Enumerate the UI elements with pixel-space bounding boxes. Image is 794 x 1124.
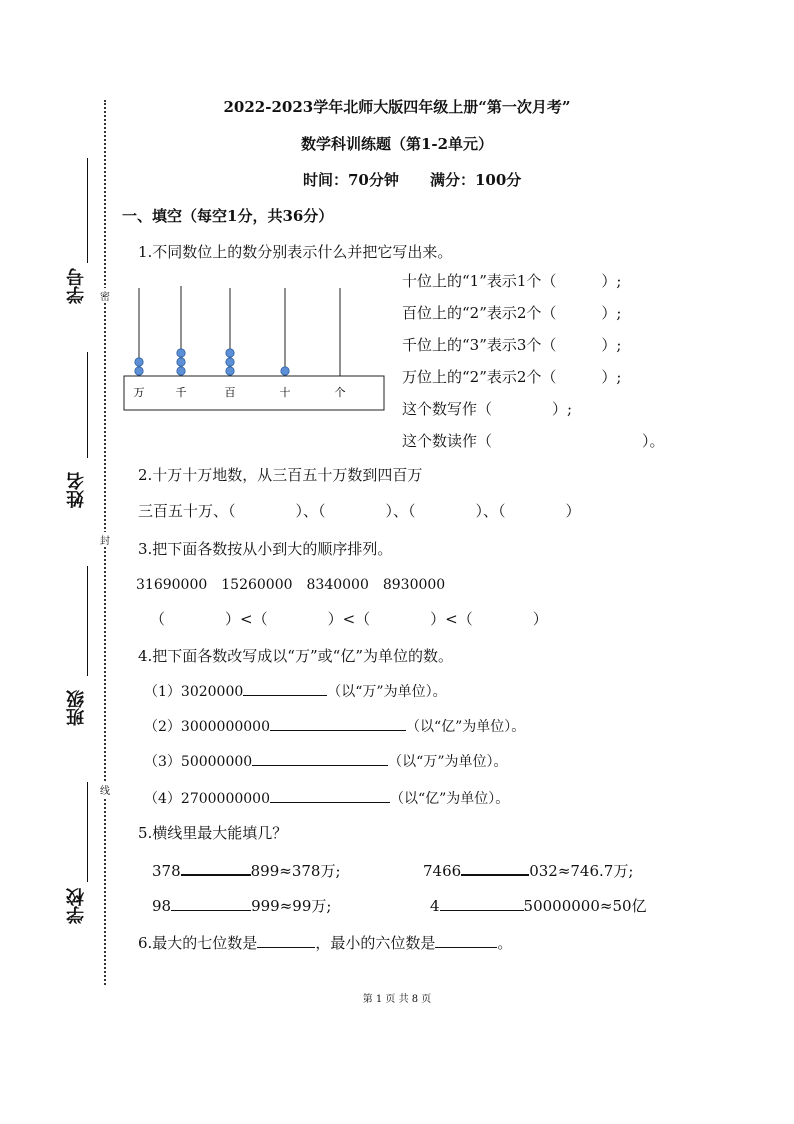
q4-item-1-suffix: （以“万”为单位）。: [327, 684, 447, 700]
q2-answer-line: 三百五十万、（ ）、（ ）、（ ）、（ ）: [138, 502, 581, 520]
q6-text-1: 6.最大的七位数是: [138, 934, 258, 952]
q4-item-2-suffix: （以“亿”为单位）。: [405, 719, 526, 735]
q4-item-3-suffix: （以“万”为单位）。: [388, 754, 508, 770]
school-label: 学校: [66, 888, 87, 924]
q4-item-4-suffix: （以“亿”为单位）。: [389, 791, 510, 807]
seal-char-mi: 密: [100, 288, 110, 303]
q5-item-1: [152, 860, 341, 881]
q6-line: [138, 932, 512, 953]
q5-item-2: [423, 860, 633, 881]
abacus-bead-bai: [226, 349, 234, 357]
abacus-bead-qian: [177, 349, 185, 357]
student-id-line: [87, 158, 88, 263]
q4-item-4: [144, 788, 509, 808]
abacus-bead-bai: [226, 358, 234, 366]
q4-item-2: [144, 716, 525, 736]
q6-blank-2[interactable]: [435, 933, 497, 948]
q5-item-4: [430, 895, 647, 916]
q4-item-3: [144, 751, 508, 771]
q4-item-4-prefix: （4）2700000000: [144, 791, 270, 807]
q4-item-3-prefix: （3）50000000: [144, 754, 253, 770]
q5-item-2-blank[interactable]: [461, 860, 529, 876]
q5-item-1-blank[interactable]: [181, 860, 251, 876]
score-info: 满分：100分: [430, 171, 522, 189]
name-line: [87, 352, 88, 458]
page-number: 第 1 页 共 8 页: [362, 994, 432, 1005]
school-line: [87, 782, 88, 882]
q5-item-3-blank[interactable]: [171, 896, 251, 911]
q4-item-2-prefix: （2）3000000000: [144, 719, 270, 735]
q4-item-1-prefix: （1）3020000: [144, 684, 244, 700]
q3-numbers: 31690000 15260000 8340000 8930000: [136, 577, 446, 593]
abacus-label-shi: 十: [279, 386, 291, 399]
student-id-label: 学号: [66, 268, 87, 304]
abacus-bead-qian: [177, 358, 185, 366]
q5-item-1-a: 378: [152, 862, 181, 880]
q1-line-1: 十位上的“1”表示1个（ ）;: [402, 272, 622, 290]
q3-text: 3.把下面各数按从小到大的顺序排列。: [138, 540, 393, 558]
time-info: 时间：70分钟: [303, 171, 399, 189]
q5-item-3: [152, 895, 331, 916]
abacus-label-ge: 个: [334, 386, 346, 399]
abacus-bead-qian: [177, 367, 185, 375]
section-title: 一、填空（每空1分，共36分）: [122, 207, 334, 225]
q5-item-4-blank[interactable]: [440, 896, 524, 911]
q4-item-4-blank[interactable]: [270, 788, 390, 803]
q2-text: 2.十万十万地数，从三百五十万数到四百万: [138, 466, 423, 484]
class-label: 班级: [66, 690, 87, 726]
q6-text-2: ，最小的六位数是: [315, 934, 436, 952]
q4-item-2-blank[interactable]: [270, 716, 406, 731]
abacus-bead-shi: [281, 367, 289, 375]
q6-text-3: 。: [497, 934, 513, 952]
abacus-label-qian: 千: [175, 386, 187, 399]
q5-item-1-b: 899≈378万;: [250, 862, 341, 880]
q5-item-3-a: 98: [152, 897, 172, 915]
q5-item-3-b: 999≈99万;: [251, 897, 332, 915]
q4-item-1: [144, 681, 447, 701]
q5-item-2-b: 032≈746.7万;: [529, 862, 634, 880]
q5-text: 5.横线里最大能填几？: [138, 824, 288, 842]
q4-text: 4.把下面各数改写成以“万”或“亿”为单位的数。: [138, 647, 453, 665]
abacus-bead-bai: [226, 367, 234, 375]
q3-answer-line: （ ）<（ ）<（ ）<（ ）: [150, 610, 548, 628]
abacus-label-wan: 万: [133, 386, 145, 399]
q1-text: 1.不同数位上的数分别表示什么并把它写出来。: [138, 243, 453, 261]
q4-item-1-blank[interactable]: [243, 681, 327, 696]
abacus-bead-wan: [135, 367, 143, 375]
q1-line-5: 这个数写作（ ）;: [402, 400, 573, 418]
q4-item-3-blank[interactable]: [252, 751, 388, 766]
page-title: 2022-2023学年北师大版四年级上册“第一次月考”: [223, 98, 571, 116]
q1-line-6: 这个数读作（ ）。: [402, 432, 665, 450]
abacus-bead-wan: [135, 358, 143, 366]
seal-char-feng: 封: [100, 532, 110, 547]
abacus-figure: [118, 282, 390, 414]
q6-blank-1[interactable]: [257, 933, 315, 948]
q5-item-2-a: 7466: [423, 862, 462, 880]
name-label: 姓名: [66, 472, 87, 508]
q5-item-4-a: 4: [430, 897, 440, 915]
q1-line-4: 万位上的“2”表示2个（ ）;: [402, 368, 622, 386]
q1-line-3: 千位上的“3”表示3个（ ）;: [402, 336, 622, 354]
seal-char-xian: 线: [100, 782, 110, 797]
page-subtitle: 数学科训练题（第1-2单元）: [300, 135, 494, 153]
abacus-label-bai: 百: [224, 386, 236, 399]
class-line: [87, 566, 88, 676]
q5-item-4-b: 50000000≈50亿: [523, 897, 647, 915]
q1-line-2: 百位上的“2”表示2个（ ）;: [402, 304, 622, 322]
